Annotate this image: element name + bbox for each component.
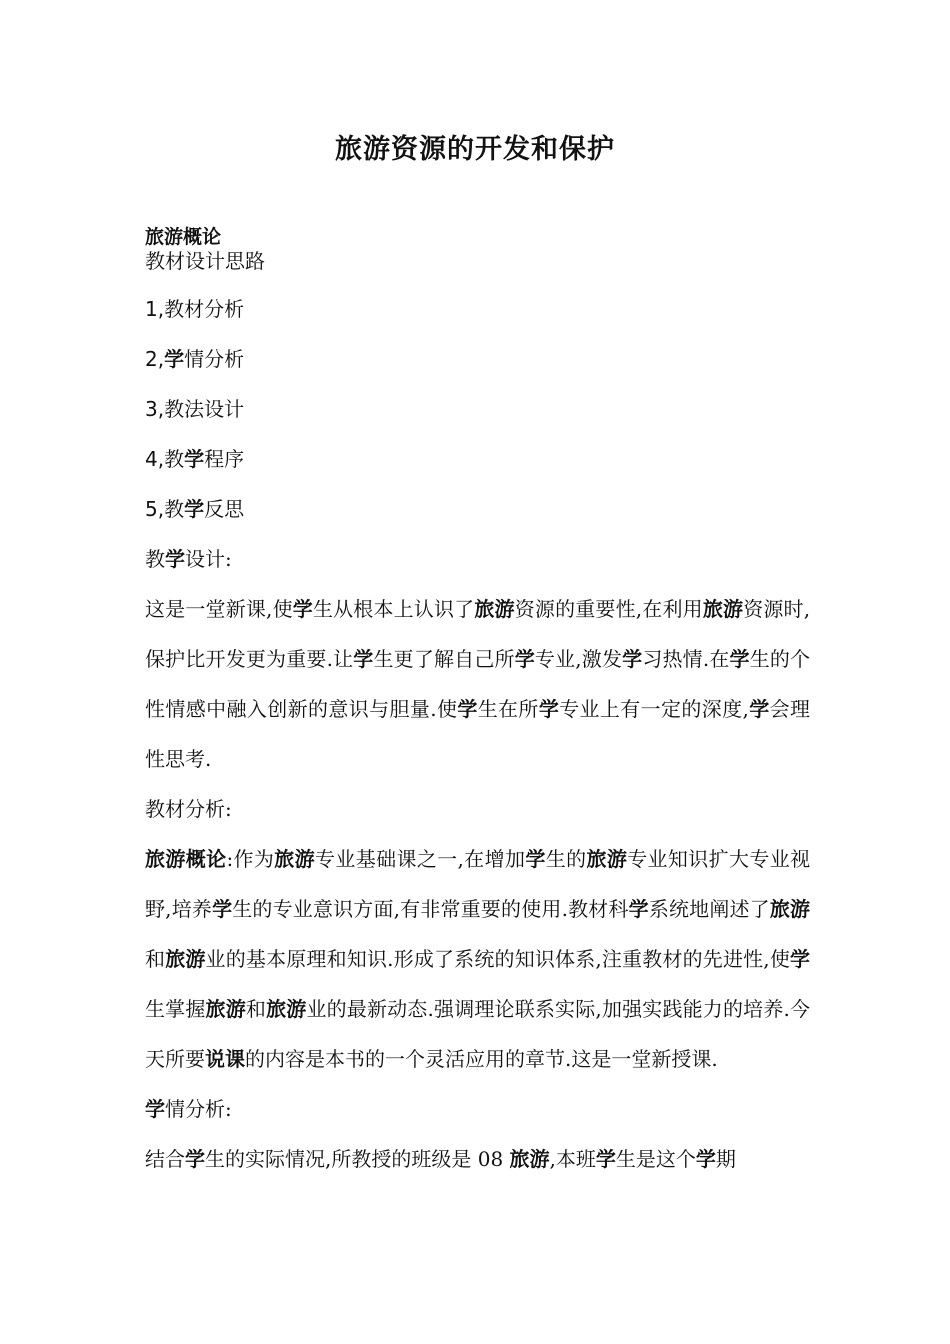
bold-term: 学	[353, 647, 374, 671]
bold-term: 旅游	[509, 1147, 550, 1171]
text-run: 资源时,保护比开发更为重要.让	[145, 597, 811, 671]
text-run: 生的实际情况,所教授的班级是 08	[205, 1147, 510, 1171]
material-analysis-heading: 教材分析:	[145, 797, 232, 821]
bold-term: 旅游	[474, 597, 515, 621]
bold-term: 旅游概论	[145, 847, 227, 871]
outline-item: 4,教学程序	[145, 447, 245, 471]
bold-term: 旅游	[165, 947, 206, 971]
outline-number: 1,	[145, 297, 165, 321]
text-run: 专业基础课之一,在增加	[315, 847, 526, 871]
bold-term: 学	[622, 647, 643, 671]
outline-list	[145, 284, 810, 534]
design-heading: 教材设计思路	[145, 249, 265, 273]
outline-item: 2,学情分析	[145, 347, 245, 371]
text-run: 和	[245, 997, 267, 1021]
intro-paragraph	[145, 584, 810, 784]
text-run: 业的基本原理和知识.形成了系统的知识体系,注重教材的先进性,使	[205, 947, 791, 971]
student-analysis-heading: 学情分析:	[145, 1097, 232, 1121]
text-run: 生掌握	[145, 997, 206, 1021]
bold-term: 旅游	[274, 847, 316, 871]
text-run: 生在所	[477, 697, 539, 721]
text-run: ,本班	[549, 1147, 596, 1171]
course-subtitle: 旅游概论	[145, 226, 222, 248]
bold-term: 旅游	[586, 847, 628, 871]
text-run: 生的专业意识方面,有非常重要的使用.教材科	[232, 897, 629, 921]
text-run: 生的	[545, 847, 587, 871]
material-analysis-paragraph	[145, 834, 810, 1084]
text-run: 结合	[145, 1147, 185, 1171]
bold-term: 学	[538, 697, 560, 721]
bold-term: 学	[525, 847, 546, 871]
teaching-design-heading: 教学设计:	[145, 547, 232, 571]
text-run: 专业知识扩大专业视野,培养	[145, 847, 811, 921]
text-run: 生的个性情感中融入创新的意识与胆量.使	[145, 647, 811, 721]
bold-term: 学	[292, 597, 313, 621]
text-run: 业的最新动态.强调理论联系实际,加强实践能力的培养.今天所要	[145, 997, 811, 1071]
bold-term: 学	[595, 1147, 616, 1171]
bold-term: 学	[628, 897, 649, 921]
student-analysis-paragraph	[145, 1134, 810, 1184]
bold-term: 旅游	[769, 897, 811, 921]
page-title: 旅游资源的开发和保护	[335, 134, 615, 165]
text-run: 专业,激发	[534, 647, 623, 671]
bold-term: 旅游	[205, 997, 246, 1021]
text-run: 资源的重要性,在利用	[514, 597, 703, 621]
bold-term: 学	[748, 697, 770, 721]
text-run: 的内容是本书的一个灵活应用的章节.这是一堂新授课.	[245, 1047, 718, 1071]
bold-term: 旅游	[266, 997, 307, 1021]
outline-number: 4,	[145, 447, 165, 471]
text-run: 会理性思考.	[145, 697, 811, 771]
outline-number: 5,	[145, 497, 165, 521]
bold-term: 学	[212, 897, 233, 921]
outline-item: 5,教学反思	[145, 497, 245, 521]
bold-term: 学	[514, 647, 535, 671]
text-run: 专业上有一定的深度,	[559, 697, 749, 721]
text-run: 系统地阐述了	[648, 897, 770, 921]
document-body	[145, 222, 810, 1184]
outline-item: 1,教材分析	[145, 297, 245, 321]
bold-term: 学	[185, 1147, 205, 1171]
bold-term: 旅游	[702, 597, 744, 621]
text-run: 生是这个	[615, 1147, 696, 1171]
bold-term: 学	[457, 697, 478, 721]
text-run: 生从根本上认识了	[312, 597, 475, 621]
text-run: 期	[715, 1147, 736, 1171]
bold-term: 学	[790, 947, 811, 971]
bold-term: 学	[695, 1147, 716, 1171]
text-run: 习热情.在	[642, 647, 730, 671]
outline-number: 3,	[145, 397, 165, 421]
outline-item: 3,教法设计	[145, 397, 245, 421]
text-run: :作为	[226, 847, 275, 871]
bold-term: 学	[729, 647, 750, 671]
text-run: 这是一堂新课,使	[145, 597, 293, 621]
text-run: 生更了解自己所	[373, 647, 515, 671]
bold-term: 说课	[205, 1047, 245, 1071]
outline-number: 2,	[145, 347, 165, 371]
text-run: 和	[145, 947, 166, 971]
